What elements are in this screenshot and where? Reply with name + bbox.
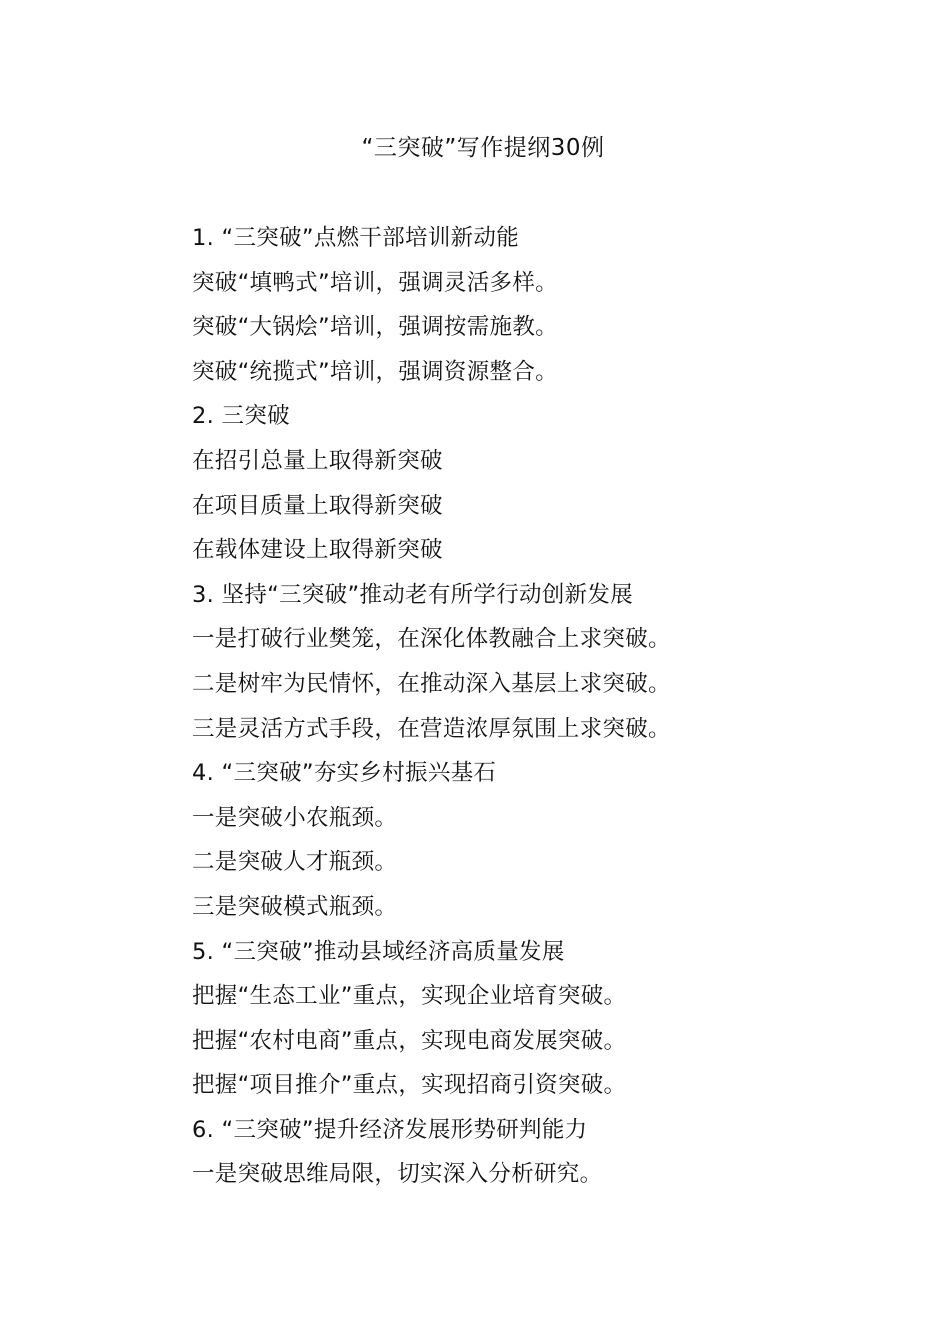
body-line: 在招引总量上取得新突破 [192, 447, 443, 474]
section-heading-6: 6. “三突破”提升经济发展形势研判能力 [192, 1116, 588, 1143]
body-line: 一是突破思维局限，切实深入分析研究。 [192, 1161, 603, 1188]
document-body [192, 216, 932, 1197]
section-heading-1: 1. “三突破”点燃干部培训新动能 [192, 225, 520, 251]
body-line: 突破“填鸭式”培训，强调灵活多样。 [192, 269, 558, 296]
body-line: 在载体建设上取得新突破 [192, 537, 443, 564]
body-line: 一是打破行业樊笼，在深化体教融合上求突破。 [192, 626, 671, 653]
body-line: 三是灵活方式手段，在营造浓厚氛围上求突破。 [192, 715, 671, 742]
body-line: 二是树牢为民情怀，在推动深入基层上求突破。 [192, 670, 671, 697]
section-heading-2: 2. 三突破 [192, 403, 290, 430]
document-title: “三突破”写作提纲30例 [361, 135, 605, 161]
body-line: 三是突破模式瓶颈。 [192, 893, 398, 920]
body-line: 突破“统揽式”培训，强调资源整合。 [192, 358, 558, 385]
body-line: 二是突破人才瓶颈。 [192, 849, 398, 876]
body-line: 把握“项目推介”重点，实现招商引资突破。 [192, 1072, 627, 1099]
section-heading-3: 3. 坚持“三突破”推动老有所学行动创新发展 [192, 581, 634, 608]
body-line: 突破“大锅烩”培训，强调按需施教。 [192, 314, 558, 341]
body-line: 把握“生态工业”重点，实现企业培育突破。 [192, 983, 627, 1010]
section-heading-5: 5. “三突破”推动县域经济高质量发展 [192, 938, 565, 965]
body-line: 一是突破小农瓶颈。 [192, 804, 398, 831]
section-heading-4: 4. “三突破”夯实乡村振兴基石 [192, 760, 497, 787]
body-line: 把握“农村电商”重点，实现电商发展突破。 [192, 1027, 627, 1054]
body-line: 在项目质量上取得新突破 [192, 492, 443, 519]
